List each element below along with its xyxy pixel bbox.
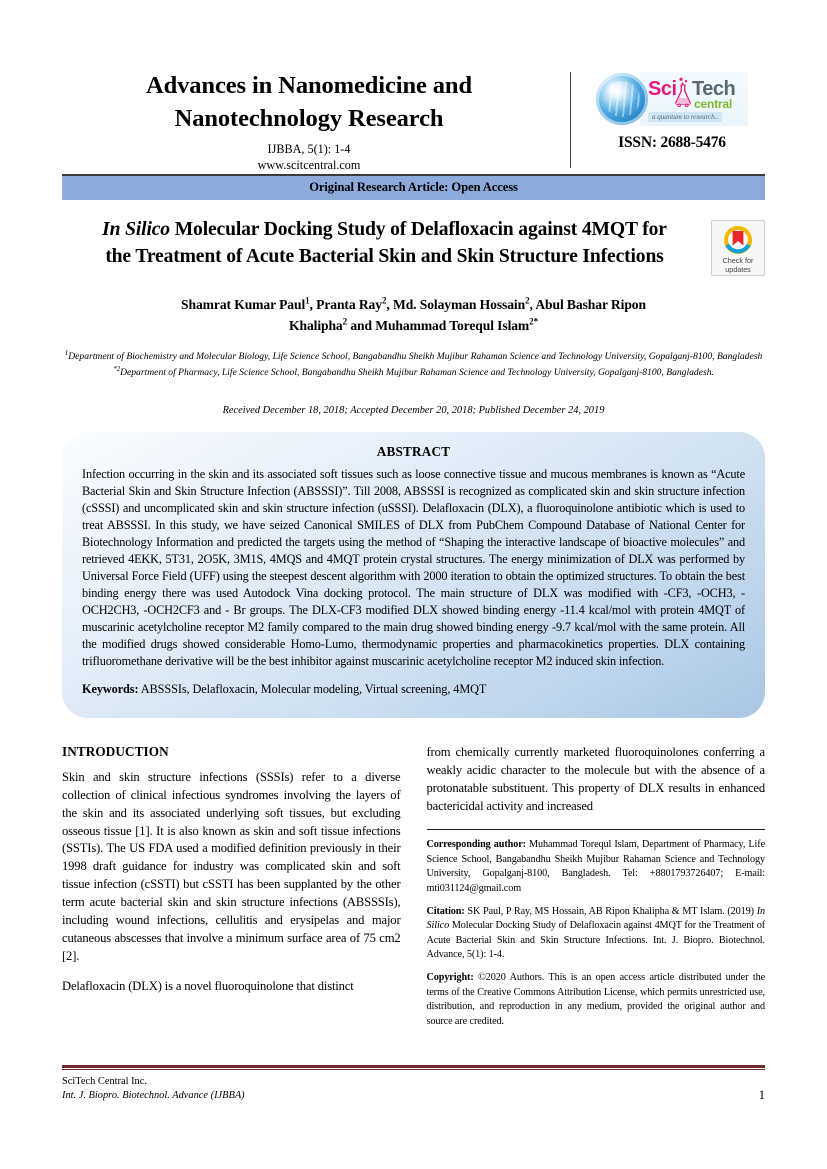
left-column: [62, 744, 401, 1038]
keywords-value: ABSSSIs, Delafloxacin, Molecular modeling, Virtual screening, 4MQT: [138, 681, 487, 696]
masthead: [62, 0, 765, 172]
abstract-heading: ABSTRACT: [376, 443, 451, 459]
journal-title-line1: Advances in Nanomedicine and: [146, 72, 472, 99]
check-for-updates-icon: [723, 225, 753, 255]
masthead-logo-block: [571, 70, 765, 168]
corresponding-author-note: [427, 838, 766, 896]
keywords-label: Keywords:: [82, 681, 139, 696]
abstract-body: Infection occurring in the skin and its associated soft tissues such as loose connective tissue and mucous membranes is known as “Acute Bacterial Skin and Skin Structure Infection (ABSSSI)”. Till 2008, ABSSSI is recognized as complicated skin and skin structure infection (cSSSI) and uncomplicated skin and skin structure infection (uSSSI). Delafloxacin (DLX), a fluoroquinolone antibiotic which is used to treat ABSSSI. In this study, we have seized Canonical SMILES of DLX from PubChem Compound Database of National Center for Biotechnology Information and predicted the targets using the method of “Shaping the interactive landscape of bioactive molecules” and retrieved 4EKK, 5T31, 2O5K, 3M1S, 4MQS and 4MQT protein crystal structures. The energy minimization of DLX was performed by Universal Force Field (UFF) using the steepest descent algorithm with 2000 iteration to obtain the optimized structures. To obtain the best binding energy there was used Autodock Vina docking protocol. The main structure of DLX was modified with -CF3, -OCH3, -OCH2CH3, -OCH2CF3 and - Br groups. The DLX-CF3 modified DLX showed binding energy -11.4 kcal/mol with protein 4MQT of muscarinic acetylcholine receptor M2 family compared to the main drug showed binding energy -9.7 kcal/mol with the same protein. All the modified drugs showed considerable Homo-Lumo, thermodynamic properties and pharmacokinetics properties. DLX containing trifluoromethane derivative will be the best inhibitor against muscarinic acetylcholine receptor M2 induced skin infection.: [82, 466, 745, 668]
corresponding-author-label: Corresponding author:: [426, 839, 526, 851]
body-columns: [62, 744, 765, 1038]
publication-dates: Received December 18, 2018; Accepted December 20, 2018; Published December 24, 2019: [222, 404, 605, 416]
footer-publisher: SciTech Central Inc.: [62, 1075, 147, 1087]
copyright-note: [427, 971, 766, 1029]
open-access-banner: Original Research Article: Open Access: [62, 176, 765, 200]
page-title: [62, 216, 711, 270]
masthead-title-block: [62, 70, 570, 172]
citation-label: Citation:: [426, 905, 465, 917]
affiliation-2: $^{*2}$Department of Pharmacy, Life Science School, Bangabandhu Sheikh Mujibur Rahaman Science and Technology University, Gopalganj-8100, Bangladesh.: [113, 365, 714, 379]
citation-text-part1: SK Paul, P Ray, MS Hossain, AB Ripon Khalipha & MT Islam. (2019): [464, 905, 757, 917]
globe-icon: [596, 73, 648, 125]
flask-icon: [674, 77, 692, 107]
affiliation-1: $^1$Department of Biochemistry and Molecular Biology, Life Science School, Bangabandhu Sheikh Mujibur Rahaman Science and Technology University, Gopalganj-8100, Bangladesh: [64, 349, 763, 363]
copyright-text: ©2020 Authors. This is an open access article distributed under the terms of the Creative Commons Attribution License, which permits unrestricted use, distribution, and reproduction in any medium, provided the original author and source are credited.: [426, 972, 765, 1027]
section-heading-introduction: INTRODUCTION: [62, 743, 169, 759]
footer-rule-thick: [62, 1065, 765, 1067]
title-line2: the Treatment of Acute Bacterial Skin and Skin Structure Infections: [105, 246, 664, 268]
author-list: [62, 294, 765, 336]
intro-paragraph-continued: from chemically currently marketed fluoroquinolones conferring a weakly acidic character to the molecule but with the absence of a protonatable substituent. This property of DLX results in enhanced bactericidal activity and increased: [426, 744, 765, 813]
footnote-divider: [427, 829, 766, 830]
crossmark-label: [723, 256, 754, 274]
logo-tech-text: Tech: [692, 78, 736, 100]
title-rest-line1: Molecular Docking Study of Delafloxacin against 4MQT for: [169, 219, 667, 240]
footer-content: [62, 1075, 765, 1103]
crossmark-badge[interactable]: [711, 220, 765, 276]
footer-journal-short: Int. J. Biopro. Biotechnol. Advance (IJBBA): [62, 1089, 245, 1101]
article-title-row: [62, 216, 765, 276]
right-column: [427, 744, 766, 1038]
title-italic-lead: In Silico: [102, 219, 170, 240]
logo-sci-text: Sci: [648, 78, 677, 100]
copyright-label: Copyright:: [426, 972, 474, 984]
keywords: [82, 681, 745, 698]
corresponding-author-text: Muhammad Torequl Islam, Department of Pharmacy, Life Science School, Bangabandhu Sheikh Mujibur Rahaman Science and Technology University, Gopalganj-8100, Bangladesh. Tel: +8801793726407; E-mail: mti031124@gmail.com: [426, 839, 765, 894]
footer-left: [62, 1075, 245, 1103]
logo-tagline: a quantum to research..: [648, 112, 722, 122]
journal-title-line2: Nanotechnology Research: [174, 104, 444, 132]
intro-paragraph-1: Skin and skin structure infections (SSSIs) refer to a diverse collection of clinical infectious syndromes involving the layers of the skin and its associated underlying soft tissues, but excluding osseous tissue [1]. It is also known as skin and soft tissue infections (SSTIs). The US FDA used a modified definition previously in their 1998 draft guidance for industry was complicated skin and soft tissue infection (cSSTI) but cSSTI has been supplanted by the other term acute bacterial skin and skin structure infections (ABSSSIs), including wound infections, cellulitis and erysipelas and major cutaneous abscesses that involve a minimum surface area of 75 cm2 [2].: [62, 769, 401, 963]
journal-title: [62, 70, 556, 136]
crossmark-label-line2: updates: [725, 265, 751, 274]
journal-website-link[interactable]: www.scitcentral.com: [257, 157, 361, 172]
page-number: 1: [758, 1088, 765, 1102]
crossmark-label-line1: Check for: [722, 256, 754, 265]
intro-paragraph-2: Delafloxacin (DLX) is a novel fluoroquinolone that distinct: [62, 978, 354, 993]
journal-volume-line: IJBBA, 5(1): 1-4: [267, 141, 351, 156]
issn-text: ISSN: 2688-5476: [618, 134, 726, 151]
affiliations: [62, 348, 765, 380]
scitech-central-logo: [596, 72, 748, 126]
author-line-1: Shamrat Kumar Paul$^1$, Pranta Ray$^2$, Md. Solayman Hossain$^2$, Abul Bashar Ripon: [181, 295, 646, 312]
footer-rule-thin: [62, 1069, 765, 1070]
citation-text-part2: Molecular Docking Study of Delafloxacin against 4MQT for the Treatment of Acute Bacterial Skin and Skin Structure Infections. Int. J. Biopro. Biotechnol. Advance, 5(1): 1-4.: [426, 920, 765, 961]
citation-italic-text: In Silico: [426, 905, 765, 932]
page-footer: [62, 1065, 765, 1103]
author-line-2: Khalipha$^2$ and Muhammad Torequl Islam$^{2*}$: [289, 316, 538, 334]
citation-note: [427, 905, 766, 963]
logo-central-text: central: [694, 97, 732, 111]
abstract-box: [62, 432, 765, 718]
